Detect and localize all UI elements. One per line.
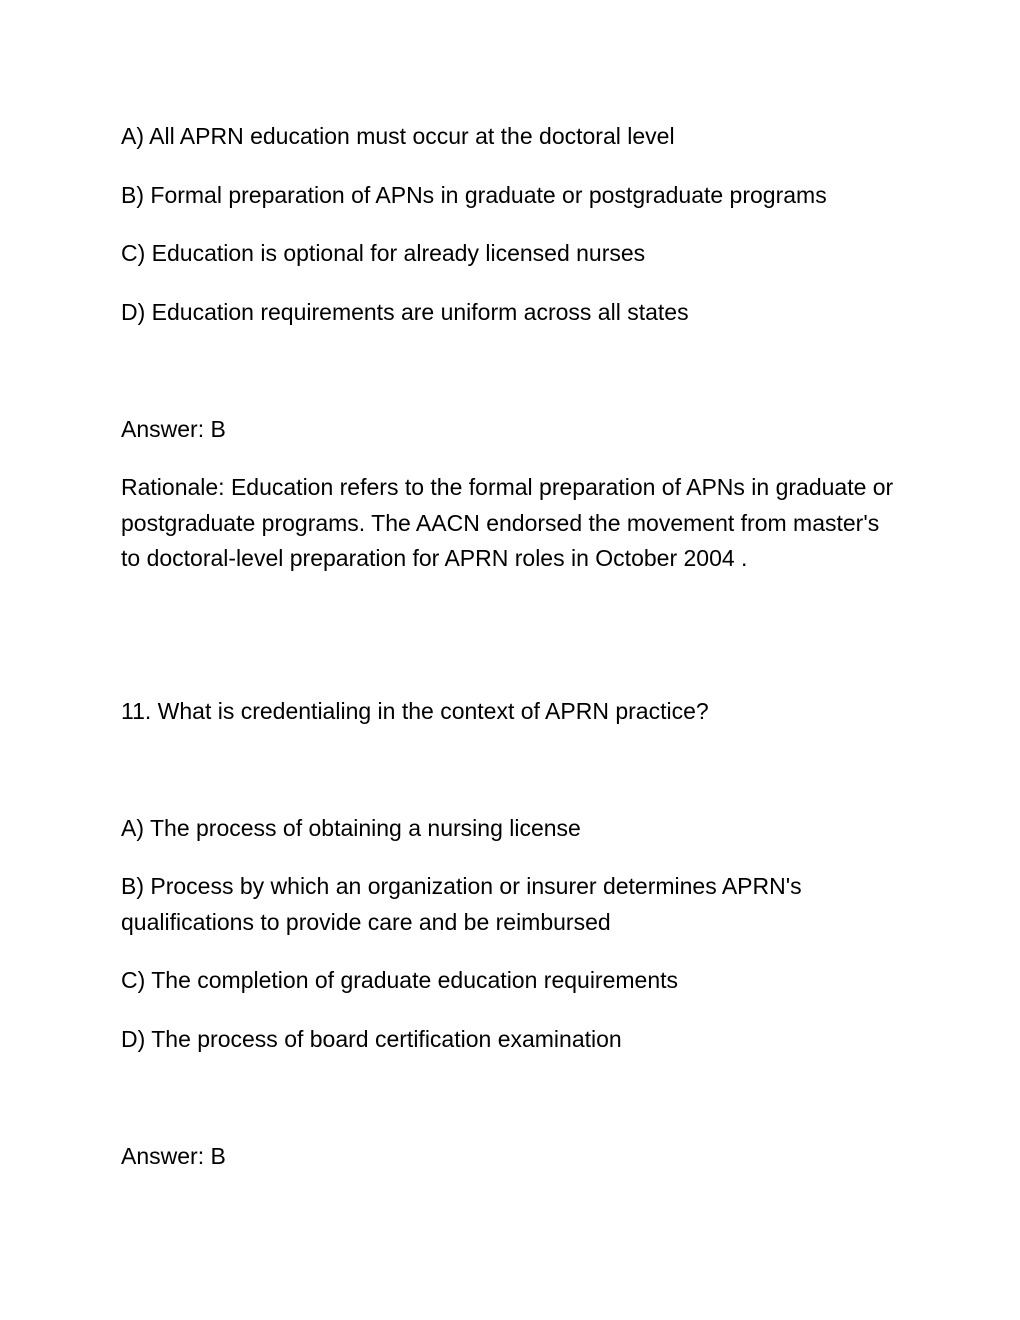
q10-option-c: C) Education is optional for already licensed nurses	[121, 240, 646, 266]
q10-rationale: Rationale: Education refers to the formal preparation of APNs in graduate or postgraduate programs. The AACN endorsed the movement from master's to doctoral-level preparation for APRN roles in October 2004 .	[121, 474, 894, 571]
q11-option-d: D) The process of board certification examination	[121, 1026, 622, 1052]
q10-option-d: D) Education requirements are uniform across all states	[121, 299, 689, 325]
q11-option-c: C) The completion of graduate education requirements	[121, 967, 679, 993]
q11-option-b: B) Process by which an organization or insurer determines APRN's qualifications to provide care and be reimbursed	[121, 873, 802, 935]
q11-option-a: A) The process of obtaining a nursing license	[121, 815, 581, 841]
q10-option-a: A) All APRN education must occur at the doctoral level	[121, 123, 675, 149]
q10-answer: Answer: B	[121, 416, 226, 442]
q11-question: 11. What is credentialing in the context of APRN practice?	[121, 698, 709, 724]
q11-answer: Answer: B	[121, 1143, 226, 1169]
q10-option-b: B) Formal preparation of APNs in graduate or postgraduate programs	[121, 182, 827, 208]
